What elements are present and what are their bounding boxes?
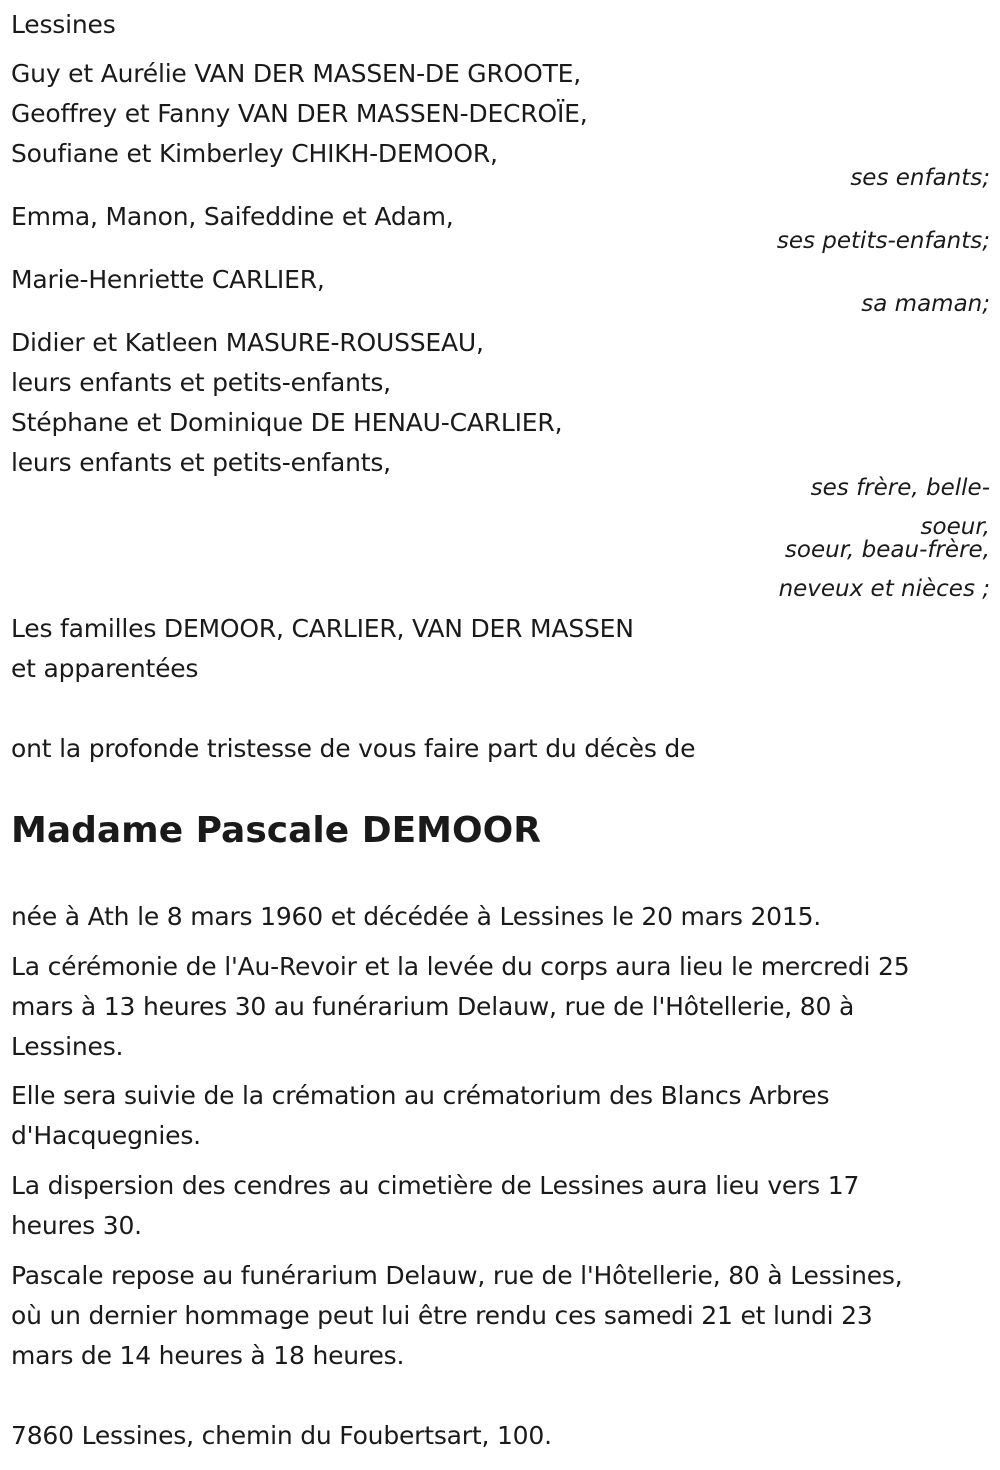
mother-relation: sa maman; xyxy=(861,291,990,317)
grandchildren-line-1: Emma, Manon, Saifeddine et Adam, xyxy=(11,202,454,231)
ceremony-line-2: mars à 13 heures 30 au funérarium Delauw, rue de l'Hôtellerie, 80 à xyxy=(11,992,855,1021)
dispersion-line-2: heures 30. xyxy=(11,1211,142,1240)
children-line-3: Soufiane et Kimberley CHIKH-DEMOOR, xyxy=(11,139,498,168)
siblings-line-4: leurs enfants et petits-enfants, xyxy=(11,448,391,477)
siblings-relation-line-3: soeur, beau-frère, xyxy=(784,537,990,563)
children-line-2: Geoffrey et Fanny VAN DER MASSEN-DECROÏE, xyxy=(11,99,588,128)
siblings-line-3: Stéphane et Dominique DE HENAU-CARLIER, xyxy=(11,408,563,437)
dispersion-line-1: La dispersion des cendres au cimetière de Lessines aura lieu vers 17 xyxy=(11,1171,860,1200)
siblings-line-1: Didier et Katleen MASURE-ROUSSEAU, xyxy=(11,328,484,357)
siblings-relation-line-1: ses frère, belle- xyxy=(810,475,990,501)
home-address: 7860 Lessines, chemin du Foubertsart, 100. xyxy=(11,1421,552,1450)
announcement-text: ont la profonde tristesse de vous faire part du décès de xyxy=(11,734,696,763)
visitation-line-1: Pascale repose au funérarium Delauw, rue de l'Hôtellerie, 80 à Lessines, xyxy=(11,1261,903,1290)
siblings-line-2: leurs enfants et petits-enfants, xyxy=(11,368,391,397)
cremation-line-2: d'Hacquegnies. xyxy=(11,1121,201,1150)
children-relation: ses enfants; xyxy=(850,165,990,191)
visitation-line-3: mars de 14 heures à 18 heures. xyxy=(11,1341,405,1370)
siblings-relation-line-4: neveux et nièces ; xyxy=(778,576,990,602)
city-heading: Lessines xyxy=(11,10,116,39)
mother-line-1: Marie-Henriette CARLIER, xyxy=(11,265,325,294)
deceased-name: Madame Pascale DEMOOR xyxy=(11,810,541,851)
birth-death-text: née à Ath le 8 mars 1960 et décédée à Lessines le 20 mars 2015. xyxy=(11,902,822,931)
children-line-1: Guy et Aurélie VAN DER MASSEN-DE GROOTE, xyxy=(11,59,582,88)
cremation-line-1: Elle sera suivie de la crémation au crématorium des Blancs Arbres xyxy=(11,1081,830,1110)
families-line-2: et apparentées xyxy=(11,654,199,683)
visitation-line-2: où un dernier hommage peut lui être rendu ces samedi 21 et lundi 23 xyxy=(11,1301,873,1330)
families-line-1: Les familles DEMOOR, CARLIER, VAN DER MASSEN xyxy=(11,614,634,643)
ceremony-line-3: Lessines. xyxy=(11,1032,124,1061)
siblings-relation-line-2: soeur, xyxy=(920,514,990,540)
grandchildren-relation: ses petits-enfants; xyxy=(776,228,990,254)
ceremony-line-1: La cérémonie de l'Au-Revoir et la levée du corps aura lieu le mercredi 25 xyxy=(11,952,910,981)
